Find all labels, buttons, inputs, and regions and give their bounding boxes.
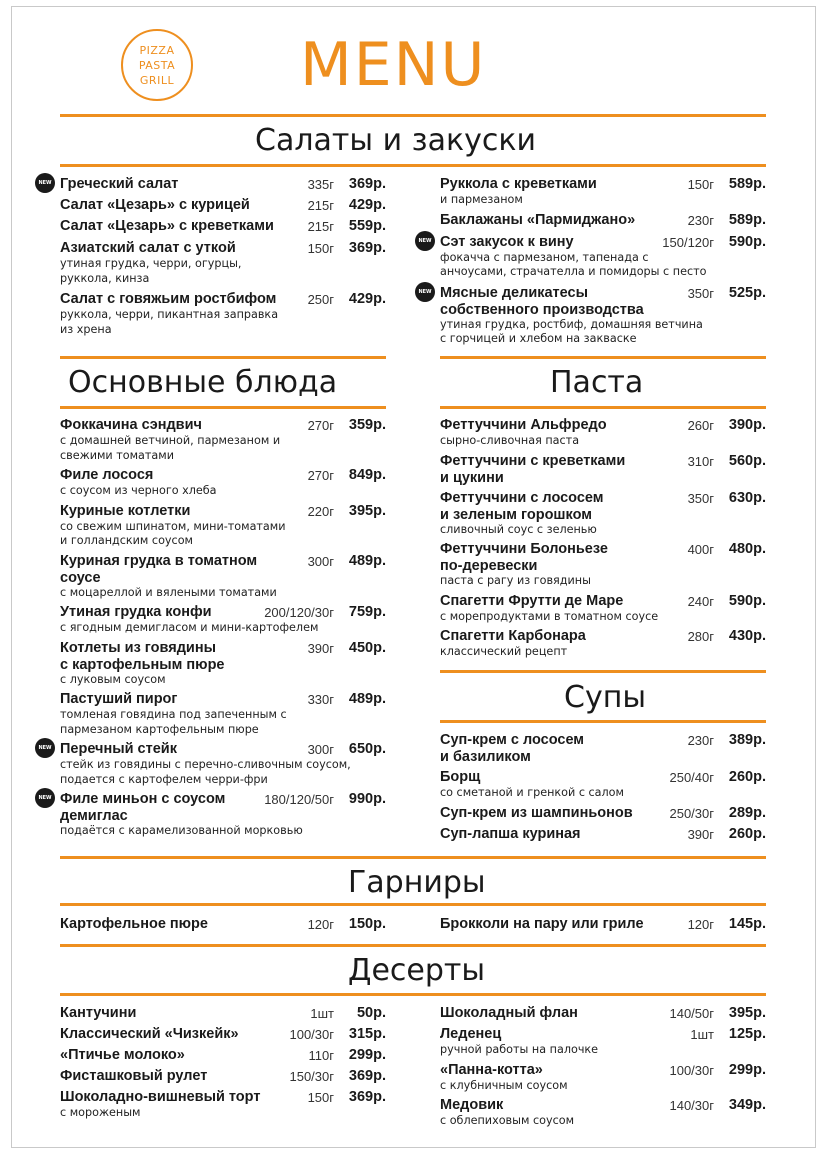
item-price: 389р.: [728, 732, 766, 748]
item-weight: 110г: [308, 1048, 334, 1063]
item-price: 630р.: [728, 489, 766, 506]
item-name: Брокколи на пару или гриле: [440, 916, 644, 932]
menu-item: [60, 640, 386, 688]
item-description: ручной работы на палочке: [440, 1043, 599, 1056]
item-weight: 120г: [307, 917, 334, 932]
menu-item-row: [60, 553, 386, 570]
item-price: 589р.: [728, 176, 766, 192]
item-name: Руккола с креветками: [440, 176, 597, 192]
item-name: Салат с говяжьим ростбифом: [60, 291, 277, 307]
item-name: Борщ: [440, 769, 481, 785]
item-description: руккола, кинза: [60, 271, 150, 285]
divider: [440, 670, 766, 673]
menu-item-row: [60, 691, 386, 708]
item-name: Куриная грудка в томатном: [60, 552, 258, 569]
item-description: с домашней ветчиной, пармезаном и: [60, 434, 281, 447]
menu-item: [60, 240, 386, 286]
item-price: 299р.: [348, 1047, 386, 1063]
item-name: Шоколадно-вишневый торт: [60, 1089, 261, 1105]
item-price: 450р.: [348, 639, 386, 656]
item-price: 849р.: [348, 467, 386, 483]
item-name: Спагетти Фрутти де Маре: [440, 592, 624, 609]
item-weight: 270г: [307, 418, 334, 433]
item-description: подаётся с карамелизованной морковью: [60, 824, 303, 837]
item-description: пармезаном картофельным пюре: [60, 722, 259, 736]
new-badge-icon: NEW: [415, 231, 435, 251]
menu-item: [440, 732, 766, 765]
item-name: Фисташковый рулет: [60, 1068, 208, 1084]
menu-item-row: [60, 1089, 386, 1106]
divider: [60, 406, 386, 409]
item-name: Феттуччини Болоньезе: [440, 541, 608, 557]
menu-item: [60, 604, 386, 636]
menu-item-row: [60, 1068, 386, 1085]
item-name-continued: по-деревески: [440, 558, 538, 574]
menu-item: [440, 1026, 766, 1058]
menu-item: [60, 1068, 386, 1085]
item-price: 650р.: [348, 741, 386, 757]
item-description: и пармезаном: [440, 193, 523, 206]
menu-item-row: [60, 176, 386, 193]
section-title-mains: Основные блюда: [68, 365, 338, 400]
item-price: 359р.: [348, 417, 386, 433]
item-price: 590р.: [728, 592, 766, 609]
item-price: 260р.: [728, 769, 766, 785]
item-weight: 230г: [687, 733, 714, 748]
item-weight: 1шт: [690, 1027, 714, 1042]
item-weight: 120г: [687, 917, 714, 932]
menu-item-row: [60, 1047, 386, 1064]
menu-item-row: [440, 1026, 766, 1043]
new-badge-icon: NEW: [415, 282, 435, 302]
item-description: стейк из говядины с перечно-сливочным соусом,: [60, 758, 351, 771]
menu-item-row: [60, 417, 386, 434]
section-title-pasta: Паста: [550, 365, 644, 400]
item-price: 390р.: [728, 417, 766, 433]
menu-item: [440, 417, 766, 449]
menu-item-row: [60, 916, 386, 933]
item-weight: 140/30г: [669, 1098, 714, 1113]
menu-item-row: [440, 417, 766, 434]
item-weight: 150г: [687, 177, 714, 192]
menu-item: [38, 791, 386, 839]
item-price: 395р.: [348, 502, 386, 519]
item-description: руккола, черри, пикантная заправка: [60, 308, 279, 321]
item-price: 489р.: [348, 552, 386, 569]
menu-item: [38, 176, 386, 193]
item-weight: 390г: [687, 826, 714, 842]
item-name: Греческий салат: [60, 176, 179, 192]
menu-item: [60, 1047, 386, 1064]
section-title-desserts: Десерты: [348, 953, 486, 988]
menu-item-row: [440, 628, 766, 645]
menu-item: [440, 176, 766, 208]
menu-item-row: [440, 732, 766, 749]
item-description: с соусом из черного хлеба: [60, 484, 217, 497]
menu-item-row: [440, 176, 766, 193]
menu-item-row: [440, 1005, 766, 1022]
item-name-continued: и базиликом: [440, 749, 531, 765]
item-name: Куриные котлетки: [60, 502, 191, 519]
logo-line-3: GRILL: [139, 73, 175, 87]
menu-item-row: [60, 1026, 386, 1043]
item-price: 560р.: [728, 452, 766, 469]
item-description: свежими томатами: [60, 448, 174, 462]
item-name: Салат «Цезарь» с курицей: [60, 197, 250, 213]
item-description: с мороженым: [60, 1106, 141, 1119]
item-description: утиная грудка, ростбиф, домашняя ветчина: [440, 317, 703, 331]
item-name: Классический «Чизкейк»: [60, 1026, 239, 1042]
menu-item-row: [60, 503, 386, 520]
menu-title: MENU: [300, 30, 487, 100]
menu-item-row: [440, 805, 766, 822]
item-name-continued: и зеленым горошком: [440, 506, 592, 523]
new-badge-icon: NEW: [35, 738, 55, 758]
divider: [60, 993, 766, 996]
item-name: Суп-крем из шампиньонов: [440, 804, 633, 821]
item-price: 50р.: [356, 1005, 386, 1021]
item-name: Суп-крем с лососем: [440, 732, 585, 748]
item-name-continued: с картофельным пюре: [60, 656, 225, 673]
menu-item: [440, 769, 766, 801]
menu-item: [418, 233, 766, 280]
menu-item: [60, 1005, 386, 1022]
item-description: с облепиховым соусом: [440, 1114, 575, 1127]
item-weight: 310г: [687, 453, 714, 469]
item-description: с морепродуктами в томатном соусе: [440, 609, 659, 623]
item-name: Картофельное пюре: [60, 916, 208, 932]
item-name: Суп-лапша куриная: [440, 825, 581, 842]
logo-line-1: PIZZA: [139, 43, 175, 57]
menu-item-row: [440, 541, 766, 558]
item-name: Сэт закусок к вину: [440, 233, 574, 250]
item-description: фокачча с пармезаном, тапенада с: [440, 250, 649, 264]
item-weight: 100/30г: [289, 1027, 334, 1042]
item-description: с ягодным демигласом и мини-картофелем: [60, 621, 319, 634]
menu-item-row: [60, 1005, 386, 1022]
menu-item-row: [440, 234, 766, 251]
item-weight: 220г: [307, 503, 334, 519]
item-weight: 250/40г: [669, 770, 714, 785]
item-description: с моцареллой и вялеными томатами: [60, 585, 277, 599]
item-weight: 215г: [307, 198, 334, 213]
section-title-salads: Салаты и закуски: [255, 123, 536, 158]
item-weight: 150г: [307, 1090, 334, 1105]
item-name: Перечный стейк: [60, 741, 177, 757]
item-name: Филе лосося: [60, 467, 154, 483]
menu-item-row: [440, 1097, 766, 1114]
menu-item: [440, 212, 766, 229]
item-price: 125р.: [728, 1026, 766, 1042]
item-description: со свежим шпинатом, мини-томатами: [60, 519, 286, 533]
divider: [60, 356, 386, 359]
menu-item-row: [60, 291, 386, 308]
menu-item: [60, 197, 386, 214]
item-price: 480р.: [728, 541, 766, 557]
menu-item: [60, 291, 386, 337]
item-description: с луковым соусом: [60, 672, 166, 686]
item-price: 369р.: [348, 1068, 386, 1084]
menu-item-row: [60, 197, 386, 214]
item-description: классический рецепт: [440, 645, 568, 658]
item-weight: 240г: [687, 593, 714, 609]
menu-item: [440, 541, 766, 589]
item-name: Кантучини: [60, 1005, 137, 1021]
new-badge-icon: NEW: [35, 173, 55, 193]
menu-item-row: [440, 769, 766, 786]
item-name: Утиная грудка конфи: [60, 604, 212, 620]
menu-item-row: [60, 604, 386, 621]
menu-item: [418, 284, 766, 347]
divider: [60, 114, 766, 117]
item-name: Феттуччини Альфредо: [440, 417, 607, 433]
item-price: 289р.: [728, 804, 766, 821]
item-weight: 250г: [307, 292, 334, 307]
item-price: 990р.: [348, 791, 386, 807]
item-description: со сметаной и гренкой с салом: [440, 786, 624, 799]
item-weight: 400г: [687, 542, 714, 557]
item-name: Медовик: [440, 1097, 504, 1113]
item-description: анчоусами, страчателла и помидоры с песто: [440, 265, 707, 278]
section-title-soups: Супы: [564, 680, 647, 715]
menu-item: [440, 490, 766, 538]
menu-item-row: [60, 640, 386, 657]
menu-item: [60, 691, 386, 737]
menu-item: [440, 453, 766, 486]
menu-item: [60, 503, 386, 549]
item-name: Баклажаны «Пармиджано»: [440, 211, 636, 228]
menu-item: [440, 1097, 766, 1129]
item-description: сливочный соус с зеленью: [440, 522, 597, 536]
item-name: Шоколадный флан: [440, 1005, 578, 1021]
item-weight: 140/50г: [669, 1006, 714, 1021]
logo-line-2: PASTA: [138, 58, 176, 72]
item-price: 260р.: [728, 825, 766, 842]
menu-item-row: [60, 467, 386, 484]
item-price: 590р.: [728, 233, 766, 250]
item-price: 299р.: [728, 1061, 766, 1078]
menu-item-row: [60, 240, 386, 257]
item-name: Спагетти Карбонара: [440, 628, 586, 644]
item-weight: 280г: [687, 629, 714, 644]
divider: [440, 406, 766, 409]
item-name: Филе миньон с соусом: [60, 791, 226, 807]
item-name-continued: собственного производства: [440, 301, 644, 318]
item-weight: 300г: [307, 553, 334, 569]
item-name: Пастуший пирог: [60, 691, 178, 707]
menu-item: [440, 805, 766, 822]
menu-item-row: [440, 490, 766, 507]
menu-item-row: [60, 218, 386, 235]
menu-item-row: [440, 593, 766, 610]
item-weight: 230г: [687, 212, 714, 228]
item-name-continued: соусе: [60, 569, 101, 586]
item-description: утиная грудка, черри, огурцы,: [60, 257, 242, 270]
divider: [60, 164, 766, 167]
item-weight: 260г: [687, 418, 714, 433]
item-weight: 150/30г: [289, 1069, 334, 1084]
item-price: 429р.: [348, 291, 386, 307]
item-name: Леденец: [440, 1026, 502, 1042]
item-name: «Птичье молоко»: [60, 1047, 185, 1063]
item-weight: 200/120/30г: [264, 605, 334, 620]
menu-item-row: [440, 285, 766, 302]
menu-item-row: [440, 1062, 766, 1079]
item-name: Фоккачина сэндвич: [60, 417, 202, 433]
item-name: Котлеты из говядины: [60, 639, 216, 656]
item-name: Феттуччини с лососем: [440, 489, 604, 506]
item-weight: 350г: [687, 285, 714, 301]
item-price: 489р.: [348, 691, 386, 707]
item-description: подается с картофелем черри-фри: [60, 772, 268, 786]
divider: [440, 356, 766, 359]
menu-item-row: [60, 741, 386, 758]
item-weight: 270г: [307, 468, 334, 483]
divider: [60, 856, 766, 859]
item-description: с горчицей и хлебом на закваске: [440, 332, 637, 345]
item-name: Азиатский салат с уткой: [60, 240, 236, 256]
menu-item-row: [440, 826, 766, 843]
item-price: 395р.: [728, 1005, 766, 1021]
menu-item: [60, 467, 386, 499]
menu-item-row: [440, 453, 766, 470]
menu-item: [440, 1005, 766, 1022]
item-name: «Панна-котта»: [440, 1061, 543, 1078]
item-weight: 180/120/50г: [264, 792, 334, 807]
menu-item: [60, 1089, 386, 1121]
item-weight: 150г: [307, 241, 334, 256]
item-description: из хрена: [60, 322, 112, 336]
menu-item: [60, 417, 386, 463]
menu-item: [440, 826, 766, 843]
new-badge-icon: NEW: [35, 788, 55, 808]
item-weight: 150/120г: [662, 234, 714, 250]
logo: [121, 29, 193, 101]
item-price: 589р.: [728, 211, 766, 228]
menu-item: [38, 741, 386, 787]
item-name: Салат «Цезарь» с креветками: [60, 218, 274, 234]
menu-item: [60, 1026, 386, 1043]
item-weight: 300г: [307, 742, 334, 757]
item-weight: 330г: [307, 692, 334, 707]
item-weight: 100/30г: [669, 1062, 714, 1078]
divider: [60, 944, 766, 947]
menu-item-row: [440, 916, 766, 933]
item-price: 369р.: [348, 176, 386, 192]
item-price: 150р.: [348, 916, 386, 932]
menu-item: [60, 553, 386, 601]
item-price: 559р.: [348, 218, 386, 234]
item-price: 430р.: [728, 628, 766, 644]
menu-item: [440, 1062, 766, 1094]
menu-item: [60, 916, 386, 933]
item-name: Феттуччини с креветками: [440, 452, 626, 469]
item-weight: 1шт: [310, 1006, 334, 1021]
menu-item: [440, 628, 766, 660]
menu-item: [60, 218, 386, 235]
item-description: паста с рагу из говядины: [440, 574, 591, 587]
item-weight: 250/30г: [669, 805, 714, 821]
divider: [60, 903, 766, 906]
menu-item-row: [60, 791, 386, 808]
item-weight: 390г: [307, 640, 334, 656]
menu-item: [440, 916, 766, 933]
item-description: с клубничным соусом: [440, 1078, 568, 1092]
item-price: 369р.: [348, 240, 386, 256]
item-description: томленая говядина под запеченным с: [60, 708, 287, 721]
item-price: 759р.: [348, 604, 386, 620]
item-description: сырно-сливочная паста: [440, 434, 580, 447]
item-price: 145р.: [728, 916, 766, 932]
item-name: Мясные деликатесы: [440, 284, 588, 301]
item-price: 429р.: [348, 197, 386, 213]
divider: [440, 720, 766, 723]
item-price: 315р.: [348, 1026, 386, 1042]
item-name-continued: демиглас: [60, 808, 128, 824]
menu-item: [440, 593, 766, 625]
item-price: 349р.: [728, 1097, 766, 1113]
item-weight: 350г: [687, 490, 714, 506]
section-title-garnish: Гарниры: [348, 865, 486, 900]
item-price: 369р.: [348, 1089, 386, 1105]
item-weight: 215г: [307, 219, 334, 234]
item-name-continued: и цукини: [440, 469, 504, 486]
menu-item-row: [440, 212, 766, 229]
item-description: и голландским соусом: [60, 534, 193, 547]
item-price: 525р.: [728, 284, 766, 301]
item-weight: 335г: [307, 177, 334, 192]
